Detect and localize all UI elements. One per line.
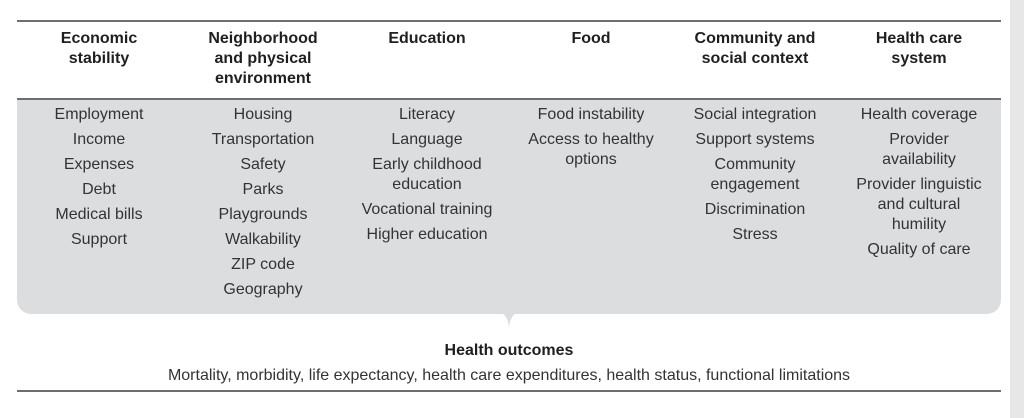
determinant-column xyxy=(181,105,345,305)
right-edge-strip xyxy=(1010,0,1024,418)
determinant-item: Walkability xyxy=(225,231,301,248)
health-outcomes-title: Health outcomes xyxy=(444,342,574,359)
determinant-item: ZIP code xyxy=(231,256,295,273)
determinant-column xyxy=(837,105,1001,305)
determinant-item: Medical bills xyxy=(55,206,143,223)
determinant-item: Employment xyxy=(54,106,144,123)
determinant-item: Expenses xyxy=(63,156,135,173)
heading-community-social-context: Community and social context xyxy=(694,30,816,67)
heading-neighborhood-environment: Neighborhood and physical environment xyxy=(208,30,318,87)
determinant-item: Safety xyxy=(240,156,286,173)
determinant-item: Food instability xyxy=(537,106,645,123)
determinant-column xyxy=(509,105,673,305)
determinant-item: Community engagement xyxy=(710,156,800,193)
determinant-item: Debt xyxy=(82,181,116,198)
determinant-item: Higher education xyxy=(366,226,488,243)
header-row xyxy=(17,29,1001,89)
determinant-item: Income xyxy=(72,131,126,148)
determinant-item: Quality of care xyxy=(867,241,971,258)
determinant-item: Social integration xyxy=(693,106,817,123)
determinant-item: Parks xyxy=(242,181,284,198)
determinant-column xyxy=(345,105,509,305)
top-rule xyxy=(17,20,1001,22)
determinant-item: Housing xyxy=(233,106,293,123)
determinant-item: Literacy xyxy=(398,106,456,123)
health-outcomes-list: Mortality, morbidity, life expectancy, health care expenditures, health status, functional limitations xyxy=(167,367,851,384)
determinant-item: Access to healthy options xyxy=(528,131,654,168)
determinant-column xyxy=(673,105,837,305)
heading-food: Food xyxy=(571,30,611,47)
heading-economic-stability: Economic stability xyxy=(60,30,138,67)
bottom-rule xyxy=(17,390,1001,392)
determinant-item: Support xyxy=(70,231,128,248)
determinant-item: Health coverage xyxy=(860,106,978,123)
determinant-item: Stress xyxy=(732,226,778,243)
determinant-item: Playgrounds xyxy=(218,206,308,223)
heading-education: Education xyxy=(388,30,466,47)
determinant-item: Early childhood education xyxy=(372,156,482,193)
determinant-item: Support systems xyxy=(695,131,815,148)
determinant-item: Provider availability xyxy=(882,131,956,168)
determinant-item: Language xyxy=(391,131,463,148)
determinant-item: Transportation xyxy=(211,131,315,148)
determinant-item: Geography xyxy=(223,281,303,298)
heading-health-care-system: Health care system xyxy=(875,30,963,67)
determinant-column xyxy=(17,105,181,305)
determinant-item: Vocational training xyxy=(361,201,493,218)
determinant-item: Provider linguistic and cultural humility xyxy=(856,176,982,233)
determinants-body xyxy=(17,105,1001,305)
panel-pointer xyxy=(500,312,518,330)
determinant-item: Discrimination xyxy=(704,201,806,218)
